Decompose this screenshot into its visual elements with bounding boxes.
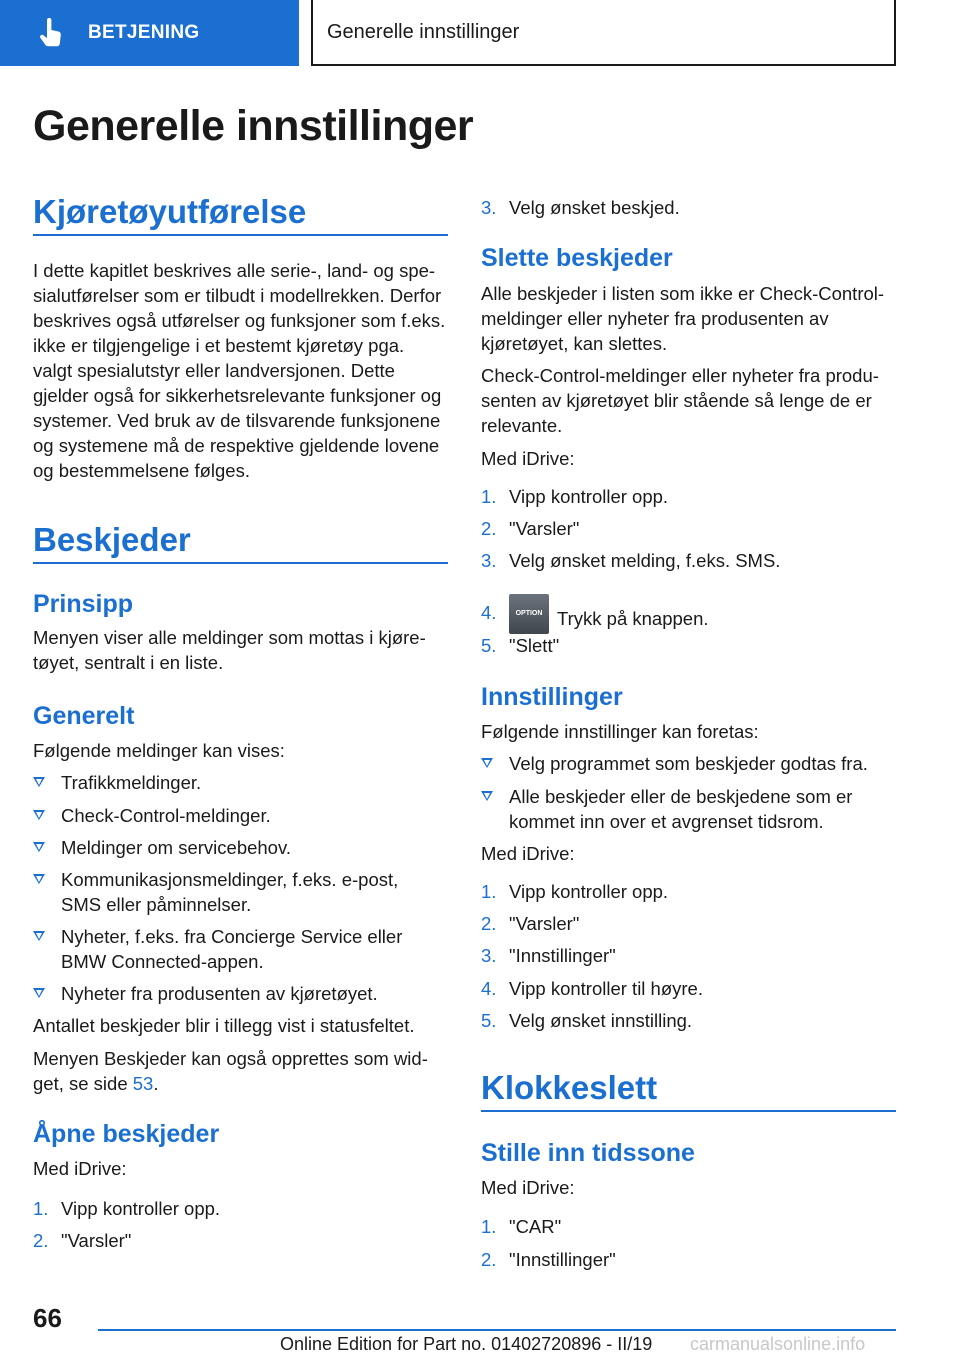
paragraph-slette-3: Med iDrive: [481, 448, 575, 469]
section-label: BETJENING [88, 22, 200, 43]
list-item: 1. Vipp kontroller opp. [33, 1198, 221, 1219]
page-link[interactable]: 53 [132, 1073, 154, 1094]
list-item: 3. "Innstillinger" [481, 945, 616, 966]
list-item: Kommunikasjonsmeldinger, f.eks. e-post, SMS eller påminnelser. [33, 867, 448, 917]
paragraph-widget: Menyen Beskjeder kan også opprettes som widget, se side 53. [33, 1048, 428, 1094]
heading-generelt: Generelt [33, 702, 135, 730]
list-item: Nyheter fra produsenten av kjøretøyet. [33, 981, 448, 1006]
section-tab[interactable] [0, 0, 299, 66]
list-item: 1. "CAR" [481, 1216, 562, 1237]
list-item: 1. Vipp kontroller opp. [481, 881, 669, 902]
triangle-bullet-icon [33, 988, 45, 998]
list-item: Meldinger om servicebehov. [33, 835, 448, 860]
heading-slette-beskjeder: Slette beskjeder [481, 244, 673, 272]
paragraph-slette-2: Check-Control-meldinger eller nyheter fra produsenten av kjøretøyet blir stående så lenge de er relevante. [481, 365, 879, 436]
list-item: Check-Control-meldinger. [33, 803, 448, 828]
list-item: 2. "Varsler" [33, 1230, 132, 1251]
heading-kjoretoyutforelse: Kjøretøyutførelse [33, 193, 307, 230]
list-item: 3. Velg ønsket melding, f.eks. SMS. [481, 550, 781, 571]
list-item: 4. Vipp kontroller til høyre. [481, 978, 703, 999]
list-item: Alle beskjeder eller de beskjedene som er kommet inn over et avgrenset tidsrom. [481, 784, 896, 834]
list-item: 2. "Varsler" [481, 518, 580, 539]
heading-innstillinger: Innstillinger [481, 683, 623, 711]
page-title: Generelle innstillinger [33, 102, 474, 150]
heading-stille-inn-tidssone: Stille inn tidssone [481, 1139, 695, 1167]
edition-info: Online Edition for Part no. 01402720896 - II/19 [280, 1334, 653, 1354]
watermark: carmanualsonline.info [690, 1334, 866, 1354]
paragraph-tidssone: Med iDrive: [481, 1177, 575, 1198]
option-button-icon: OPTION [509, 594, 549, 634]
heading-klokkeslett: Klokkeslett [481, 1069, 658, 1106]
paragraph-apne: Med iDrive: [33, 1158, 127, 1179]
triangle-bullet-icon [33, 931, 45, 941]
triangle-bullet-icon [33, 777, 45, 787]
chapter-title: Generelle innstillinger [311, 0, 896, 66]
paragraph-innstillinger: Følgende innstillinger kan foretas: [481, 721, 759, 742]
heading-rule [481, 1110, 896, 1112]
heading-rule [33, 234, 448, 236]
list-item: Nyheter, f.eks. fra Concierge Service eller BMW Connected-appen. [33, 924, 448, 974]
page-number: 66 [33, 1303, 62, 1333]
triangle-bullet-icon [33, 810, 45, 820]
heading-beskjeder: Beskjeder [33, 521, 191, 558]
hand-pointer-icon [38, 18, 66, 48]
paragraph-kjoretoyutforelse: I dette kapitlet beskrives alle serie-, land- og spesialutførelser som er tilbudt i modellrekken. Derfor beskrives også utførelser og funksjoner som f.eks. ikke er tilgjengelige i et bestemt kjøretøy pga. valgt spesialutstyr eller landversjonen. Dette gjelder også for sikkerhetsrelevante funksjoner og systemer. Ved bruk av de tilsvarende funksjonene og systemene må de respektive gjeldende lovene og bestemmelsene følges. [33, 260, 446, 481]
heading-rule [33, 562, 448, 564]
heading-prinsipp: Prinsipp [33, 590, 134, 618]
triangle-bullet-icon [481, 758, 493, 768]
paragraph-antall: Antallet beskjeder blir i tillegg vist i statusfeltet. [33, 1015, 415, 1036]
list-item: 2. "Varsler" [481, 913, 580, 934]
triangle-bullet-icon [481, 791, 493, 801]
paragraph-slette-1: Alle beskjeder i listen som ikke er Check-Control-meldinger eller nyheter fra produsenten av kjøretøyet, kan slettes. [481, 283, 885, 354]
heading-apne-beskjeder: Åpne beskjeder [33, 1120, 220, 1148]
triangle-bullet-icon [33, 842, 45, 852]
list-item: 5. Velg ønsket innstilling. [481, 1010, 693, 1031]
list-item: 5. "Slett" [481, 635, 560, 656]
list-item: 2. "Innstillinger" [481, 1249, 616, 1270]
list-item: Trafikkmeldinger. [33, 770, 448, 795]
list-item: 1. Vipp kontroller opp. [481, 486, 669, 507]
list-item: 4. OPTION Trykk på knappen. [481, 600, 896, 640]
list-item: Velg programmet som beskjeder godtas fra. [481, 751, 896, 776]
footer-rule [98, 1329, 896, 1331]
paragraph-generelt: Følgende meldinger kan vises: [33, 740, 285, 761]
triangle-bullet-icon [33, 874, 45, 884]
paragraph-prinsipp: Menyen viser alle meldinger som mottas i kjøretøyet, sentralt i en liste. [33, 627, 426, 673]
list-item: 3. Velg ønsket beskjed. [481, 197, 680, 218]
paragraph-innstillinger-2: Med iDrive: [481, 843, 575, 864]
